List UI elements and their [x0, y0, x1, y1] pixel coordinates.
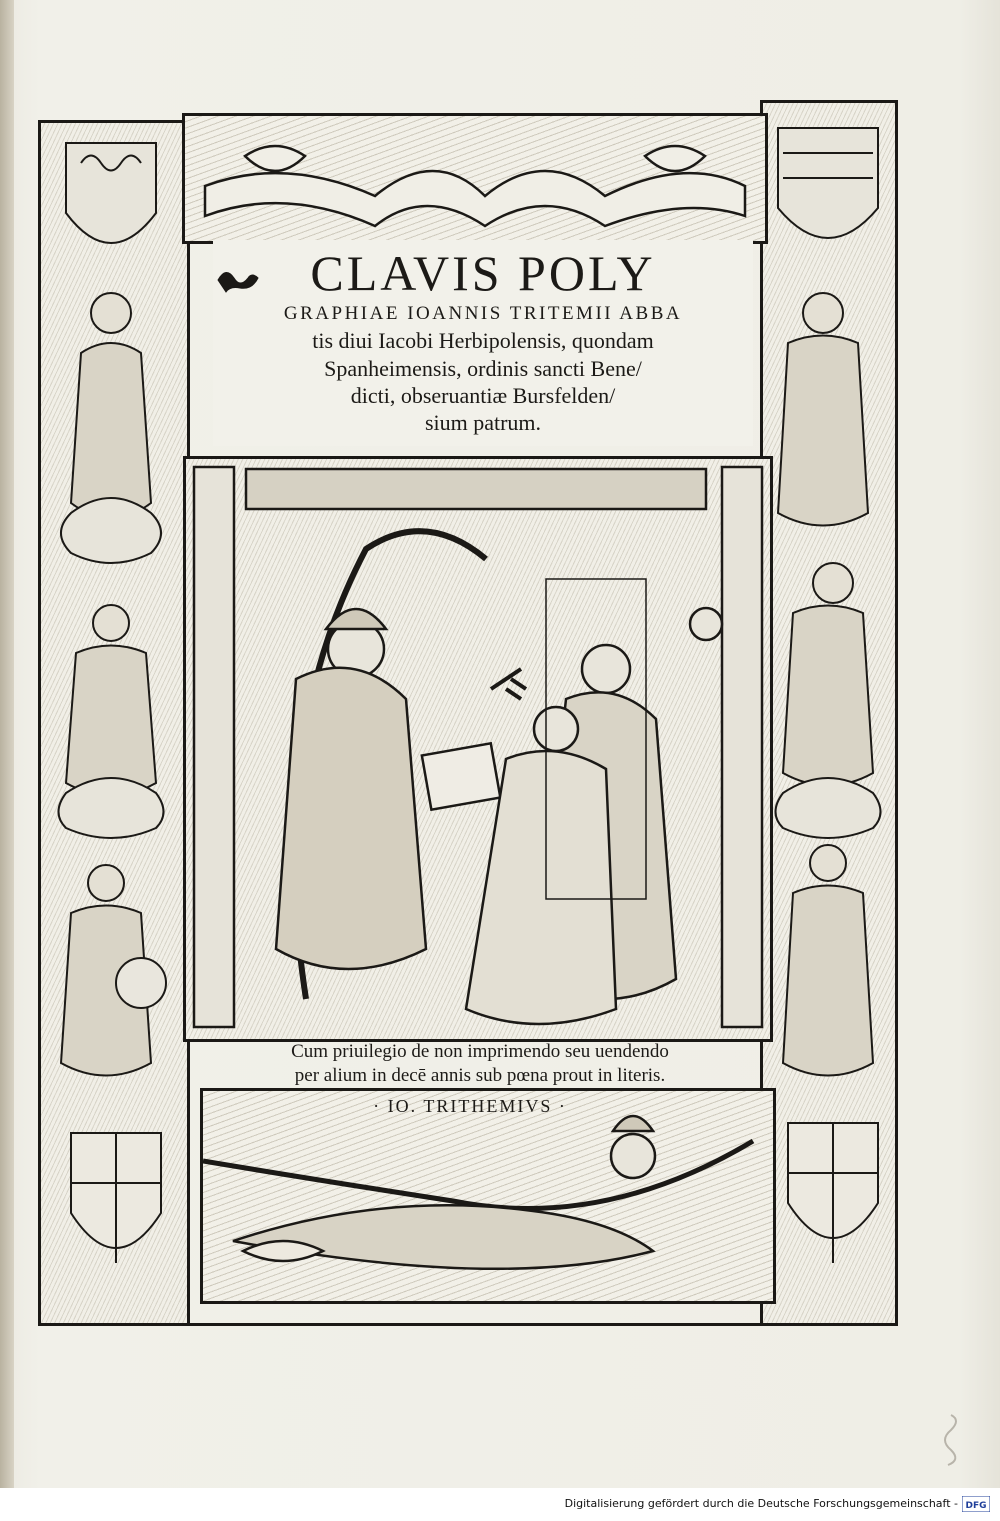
reclining-figure	[203, 1091, 773, 1301]
bottom-reclining-figure-panel	[200, 1088, 776, 1304]
title-line-4: Spanheimensis, ordinis sancti Bene/	[324, 356, 642, 381]
privilege-line-1: Cum priuilegio de non imprimendo seu uendendo	[291, 1041, 669, 1062]
left-border-figures	[41, 123, 187, 1323]
title-line-3: tis diui Iacobi Herbipolensis, quondam	[312, 328, 654, 353]
title-line-6: sium patrum.	[424, 410, 542, 435]
title-line-1: CLAVIS POLY	[310, 245, 656, 301]
left-border-panel	[38, 120, 190, 1326]
top-scroll-banner	[182, 113, 768, 244]
digitization-footer	[0, 1488, 1000, 1521]
svg-text:DFG: DFG	[965, 1501, 987, 1511]
library-stamp-mark	[936, 1410, 966, 1470]
dfg-logo-icon	[962, 1496, 990, 1512]
privilege-note	[200, 1040, 760, 1088]
privilege-line-2: per alium in decē annis sub pœna prout in literis.	[294, 1065, 666, 1086]
title-line-2: GRAPHIAE IOANNIS TRITEMII ABBA	[283, 303, 683, 324]
right-border-panel	[760, 100, 898, 1326]
scroll-ornament	[185, 116, 765, 241]
central-woodcut-illustration	[183, 456, 773, 1042]
title-block	[213, 240, 753, 446]
digitization-credit: Digitalisierung gefördert durch die Deutsche Forschungsgemeinschaft -	[564, 1497, 958, 1510]
trithemius-banner-label: · IO. TRITHEMIVS ·	[373, 1096, 567, 1116]
book-binding-edge	[0, 0, 14, 1490]
woodcut-scene	[186, 459, 770, 1039]
title-line-5: dicti, obseruantiæ Bursfelden/	[350, 383, 616, 408]
right-border-figures	[763, 103, 895, 1323]
